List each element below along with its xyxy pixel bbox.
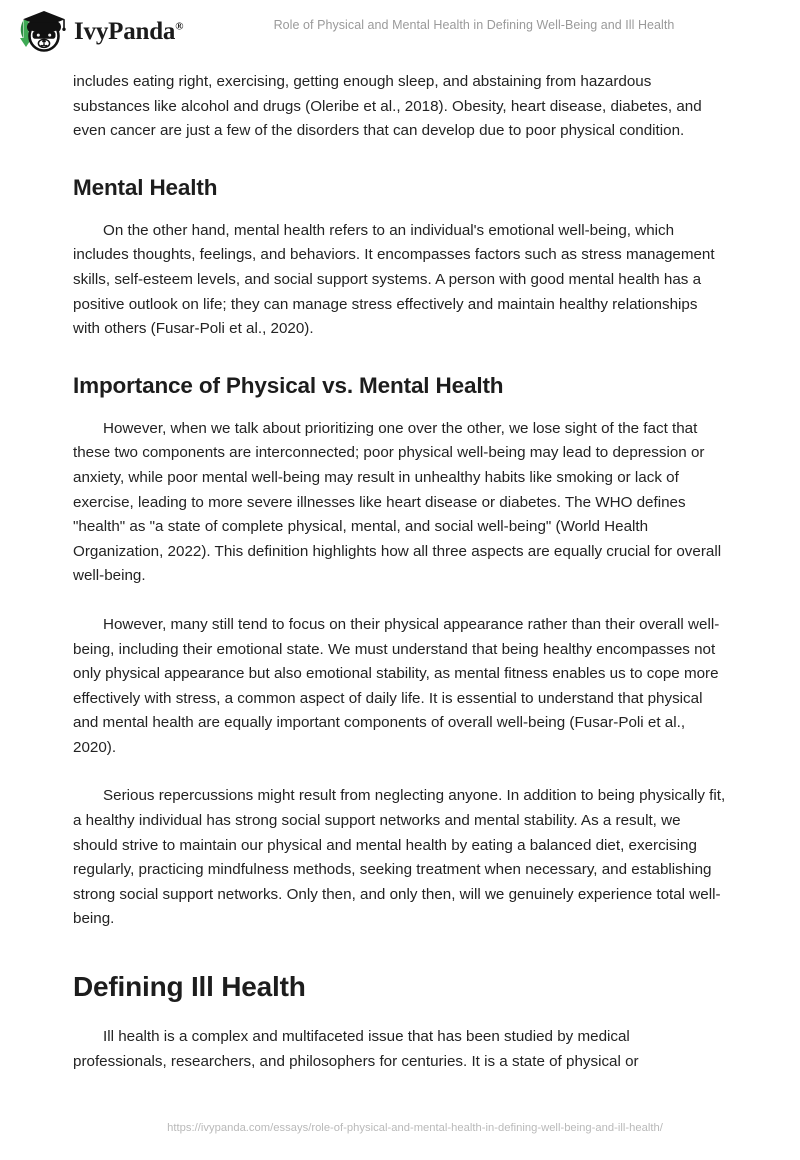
- spacer: [73, 399, 727, 417]
- heading-defining-ill-health: Defining Ill Health: [73, 971, 306, 1003]
- heading-mental-health: Mental Health: [73, 174, 218, 200]
- paragraph-continued: includes eating right, exercising, getting enough sleep, and abstaining from hazardous substances like alcohol and drugs (Oleribe et al., 2018). Obesity, heart disease, diabetes, and even cancer are just a few of the disorders that can develop due to poor physical condition.: [73, 73, 702, 140]
- running-head-title: Role of Physical and Mental Health in Defining Well-Being and Ill Health: [273, 18, 675, 32]
- document-body: [73, 70, 727, 1074]
- page-header: [0, 0, 800, 60]
- brand-name-text: IvyPanda: [74, 17, 176, 45]
- spacer: [73, 1003, 727, 1025]
- paragraph-importance-3: Serious repercussions might result from neglecting anyone. In addition to being physically fit, a healthy individual has strong social support networks and mental stability. As a result, we should strive to maintain our physical and mental health by eating a balanced diet, exercising regularly, practicing mindfulness methods, seeking treatment when necessary, and establishing strong social support networks. Only then, and only then, will we genuinely experience total well-being.: [73, 787, 726, 928]
- paragraph-importance-1: However, when we talk about prioritizing one over the other, we lose sight of the fact that these two components are interconnected; poor physical well-being may lead to depression or anxiety, while poor mental well-being may result in unhealthy habits like smoking or lack of exercise, leading to more severe illnesses like heart disease or diabetes. The WHO defines "health" as "a state of complete physical, mental, and social well-being" (World Health Organization, 2022). This definition highlights how all three aspects are equally crucial for overall well-being.: [73, 419, 722, 585]
- page-footer: [0, 1118, 800, 1136]
- spacer: [73, 589, 727, 613]
- spacer: [73, 342, 727, 372]
- heading-importance-physical-vs-mental: Importance of Physical vs. Mental Health: [73, 372, 504, 398]
- paragraph-importance-2: However, many still tend to focus on their physical appearance rather than their overall well-being, including their emotional state. We must understand that being healthy encompasses not only physical appearance but also emotional stability, as mental fitness enables us to cope more effectively with stress, a common aspect of daily life. It is essential to understand that physical and mental health are equally important components of overall well-being (Fusar-Poli et al., 2020).: [73, 615, 720, 756]
- paragraph-defining-ill-health: Ill health is a complex and multifaceted issue that has been studied by medical professionals, researchers, and philosophers for centuries. It is a state of physical or: [73, 1028, 639, 1070]
- registered-trademark-icon: ®: [175, 20, 184, 33]
- spacer: [73, 932, 727, 970]
- source-url-link[interactable]: https://ivypanda.com/essays/role-of-physical-and-mental-health-in-defining-well-being-and-ill-health/: [167, 1122, 663, 1134]
- spacer: [73, 201, 727, 219]
- paragraph-mental-health: On the other hand, mental health refers to an individual's emotional well-being, which includes thoughts, feelings, and behaviors. It encompasses factors such as stress management skills, self-esteem levels, and social support systems. A person with good mental health has a positive outlook on life; they can manage stress effectively and maintain healthy relationships with others (Fusar-Poli et al., 2020).: [73, 221, 715, 338]
- spacer: [73, 144, 727, 174]
- spacer: [73, 760, 727, 784]
